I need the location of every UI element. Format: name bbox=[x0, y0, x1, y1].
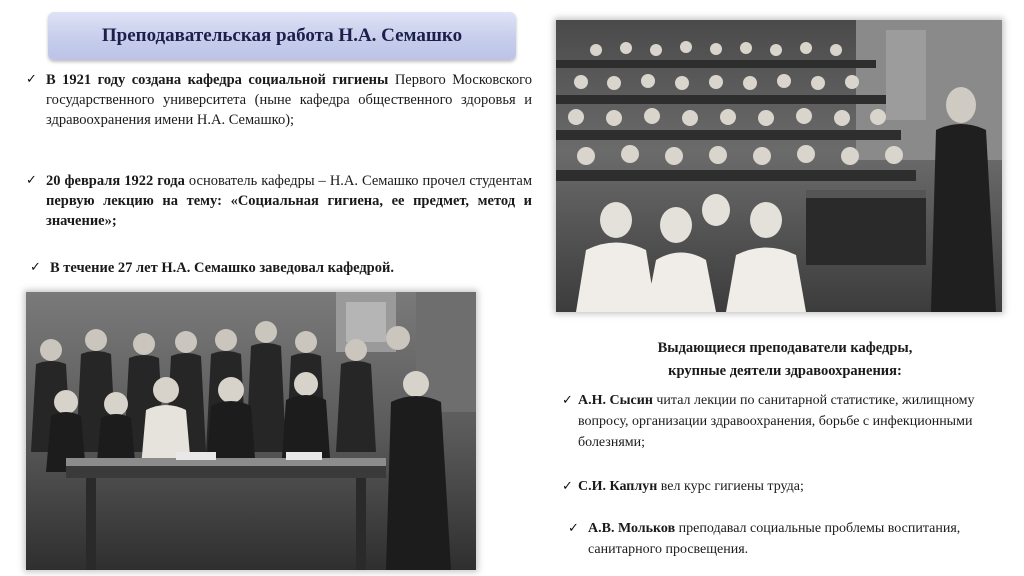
group-photo bbox=[26, 292, 476, 570]
teacher-kaplun bbox=[578, 476, 998, 497]
teachers-heading-line-2: крупные деятели здравоохранения: bbox=[668, 363, 902, 379]
teachers-heading bbox=[560, 337, 1010, 383]
slide-title: Преподавательская работа Н.А. Семашко bbox=[48, 12, 516, 60]
teacher-2-text: вел курс гигиены труда; bbox=[660, 479, 804, 494]
bullet-1 bbox=[46, 70, 532, 130]
teacher-molkov bbox=[588, 518, 968, 560]
bullet-3-text: В течение 27 лет Н.А. Семашко заведовал кафедрой. bbox=[50, 260, 394, 276]
bullet-2-date: 20 февраля 1922 года bbox=[46, 173, 185, 189]
checkmark-icon: ✓ bbox=[568, 521, 579, 536]
checkmark-icon: ✓ bbox=[26, 173, 37, 188]
bullet-2-topic: «Социальная гигиена, ее предмет, метод и значение»; bbox=[46, 193, 532, 229]
bullet-3 bbox=[50, 258, 520, 278]
bullet-2-text: основатель кафедры – Н.А. Семашко прочел студентам bbox=[188, 173, 533, 189]
checkmark-icon: ✓ bbox=[562, 393, 573, 408]
bullet-1-bold: В 1921 году создана кафедра социальной гигиены bbox=[46, 72, 389, 88]
teacher-3-text: преподавал социальные проблемы воспитания, санитарного просвещения. bbox=[588, 521, 961, 557]
checkmark-icon: ✓ bbox=[562, 479, 573, 494]
checkmark-icon: ✓ bbox=[26, 72, 37, 87]
bullet-2-lecture: первую лекцию на тему: bbox=[46, 193, 222, 209]
teacher-2-name: С.И. Каплун bbox=[578, 479, 658, 494]
teachers-heading-line-1: Выдающиеся преподаватели кафедры, bbox=[657, 340, 913, 356]
teacher-1-text: читал лекции по санитарной статистике, жилищному вопросу, организации здравоохранения, борьбе с инфекционными болезнями; bbox=[578, 393, 975, 450]
teacher-3-name: А.В. Мольков bbox=[588, 521, 676, 536]
checkmark-icon: ✓ bbox=[30, 260, 41, 275]
lecture-hall-photo bbox=[556, 20, 1002, 312]
teacher-sysin bbox=[578, 390, 998, 453]
bullet-1-text: Первого Московского государственного университета (ныне кафедра общественного здоровья и здравоохранения имени Н.А. Семашко); bbox=[46, 72, 532, 128]
teacher-1-name: А.Н. Сысин bbox=[578, 393, 653, 408]
bullet-2 bbox=[46, 171, 532, 231]
